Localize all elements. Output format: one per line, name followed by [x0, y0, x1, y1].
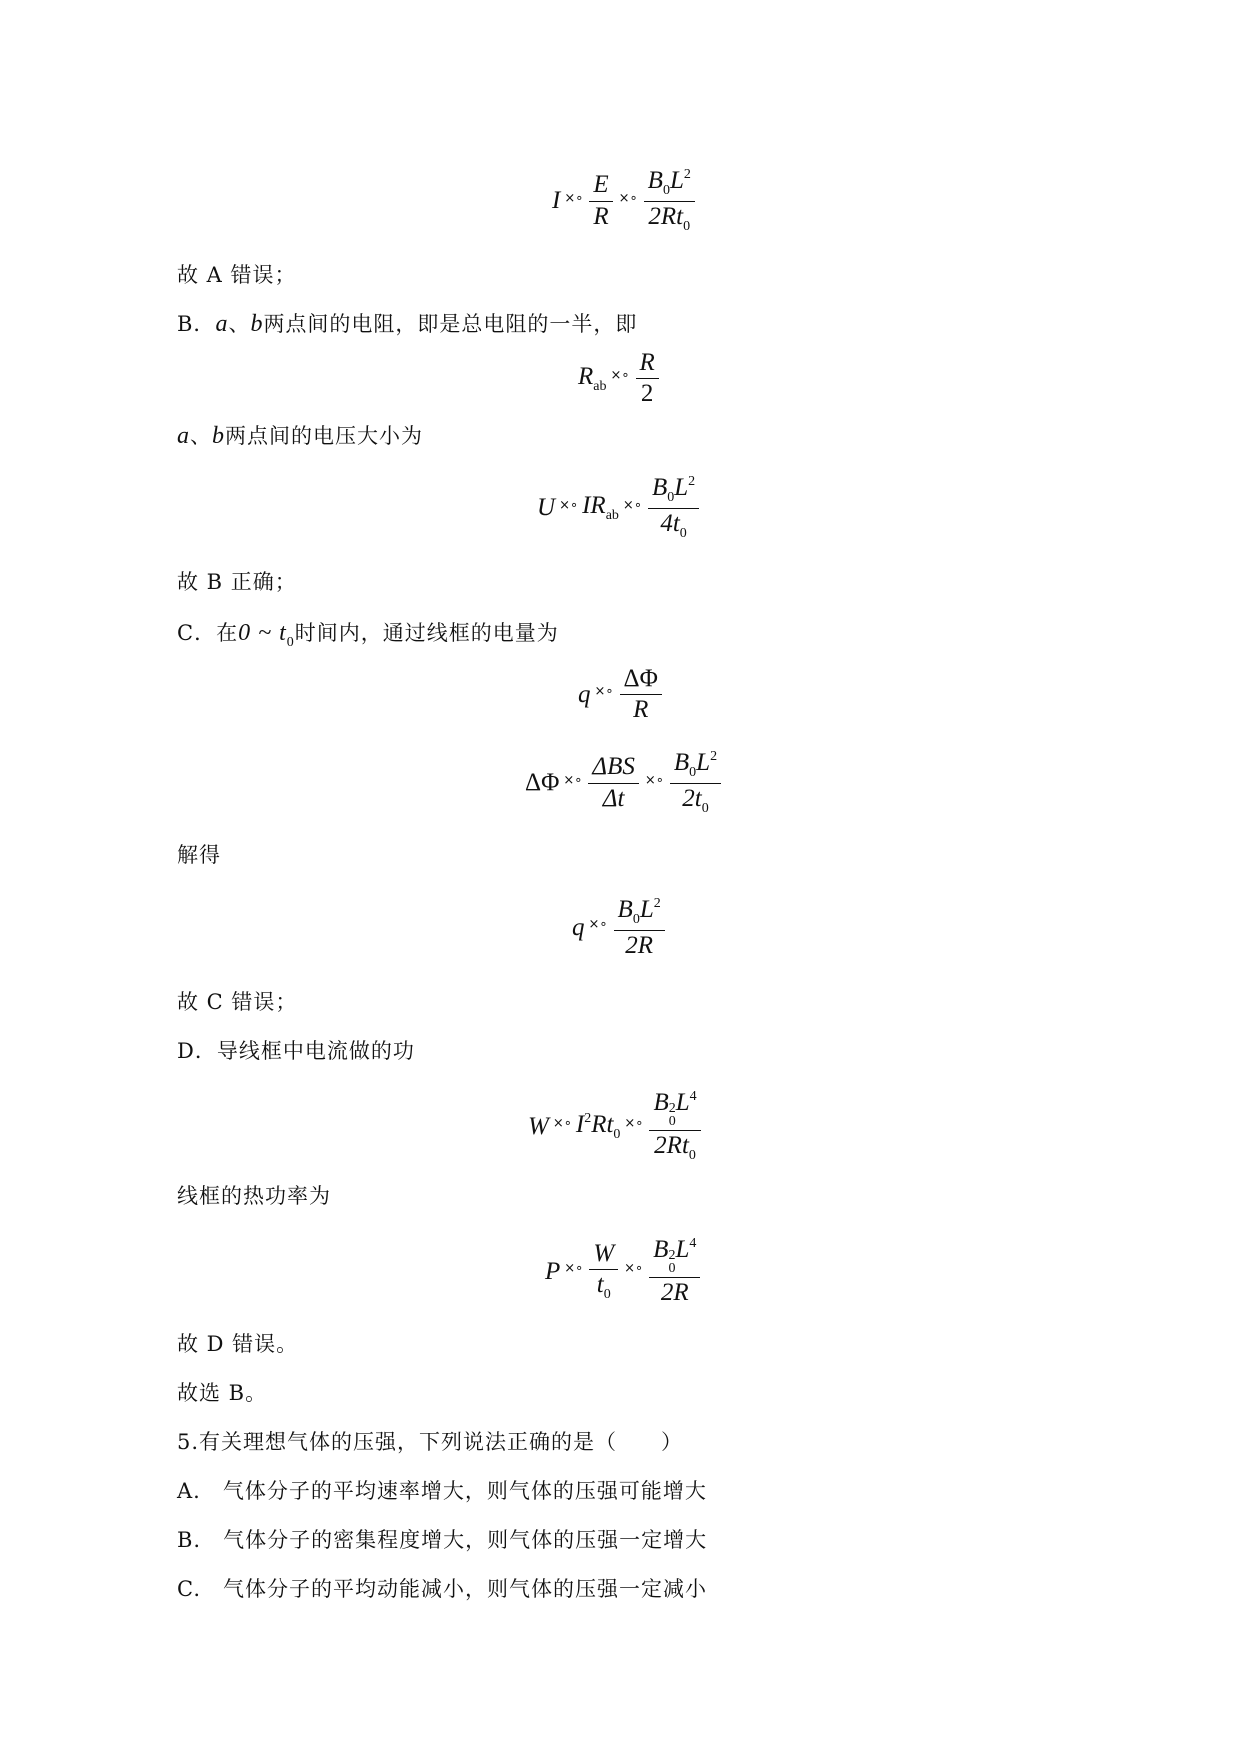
eq-operator: ×∘: [624, 1116, 644, 1132]
eq-operator: ×∘: [564, 190, 584, 206]
text-option-c-charge: C．在0 ~ $t_0$时间内，通过线框的电量为: [177, 620, 559, 650]
eq-operator: ×∘: [563, 772, 583, 788]
question-5-option-b: B. 气体分子的密集程度增大，则气体的压强一定增大: [177, 1528, 708, 1552]
eq-operator: ×∘: [594, 684, 614, 700]
fraction: $\frac{W}{t_0}$: [589, 1241, 618, 1303]
text-final-answer: 故选 B。: [177, 1381, 268, 1405]
text-voltage-intro: a、b两点间的电压大小为: [177, 423, 423, 449]
fraction: $\frac{B_0L^2}{2t_0}$: [670, 750, 721, 816]
fraction: $\frac{B_0L^2}{2Rt_0}$: [644, 168, 695, 234]
question-5-option-a: A. 气体分子的平均速率增大，则气体的压强可能增大: [177, 1479, 707, 1503]
question-5-stem: 5.有关理想气体的压强，下列说法正确的是（ ）: [177, 1430, 684, 1454]
eq-lhs: I: [552, 187, 561, 215]
equation-voltage: U ×∘ $IR_{ab}$ ×∘ $\frac{B_0L^2}{4t_0}$: [537, 475, 701, 541]
eq-operator: ×∘: [588, 917, 608, 933]
fraction: $\frac{\Delta\Phi}{R}$: [620, 666, 662, 724]
eq-operator: ×∘: [622, 497, 642, 513]
fraction: $\frac{B_0L^2}{2R}$: [614, 897, 665, 959]
text-conclusion-b: 故 B 正确；: [177, 570, 297, 594]
fraction: B 2 0 $L^4$ 2R: [649, 1237, 700, 1306]
eq-operator: ×∘: [610, 368, 630, 384]
equation-resistance: $R_{ab}$ ×∘ $\frac{R}{2}$: [578, 350, 661, 408]
text-power-intro: 线框的热功率为: [177, 1184, 331, 1208]
text-conclusion-c: 故 C 错误；: [177, 990, 298, 1014]
fraction: B 2 0 $L^4$ $2Rt_0$: [649, 1090, 700, 1164]
equation-flux: ΔΦ ×∘ $\frac{\text{ΔBS}}{\Delta t}$ ×∘ $\frac{B_0L^2}{2t_0}$: [525, 750, 723, 816]
fraction: $\frac{R}{2}$: [636, 350, 659, 408]
equation-work: W ×∘ $I^2Rt_0$ ×∘ B 2 0 $L^4$ $2Rt_0$: [528, 1090, 703, 1164]
eq-operator: ×∘: [618, 190, 638, 206]
equation-charge-result: q ×∘ $\frac{B_0L^2}{2R}$: [572, 897, 667, 959]
text-conclusion-a: 故 A 错误；: [177, 263, 297, 287]
fraction: $\frac{B_0L^2}{4t_0}$: [648, 475, 699, 541]
eq-operator: ×∘: [552, 1116, 572, 1132]
fraction: $\frac{\text{ΔBS}}{\Delta t}$: [588, 754, 638, 812]
text-conclusion-d: 故 D 错误。: [177, 1332, 299, 1356]
eq-operator: ×∘: [624, 1261, 644, 1277]
question-5-option-c: C. 气体分子的平均动能减小，则气体的压强一定减小: [177, 1577, 707, 1601]
equation-power: P ×∘ $\frac{W}{t_0}$ ×∘ B 2 0 $L^4$ 2R: [545, 1237, 702, 1306]
text-option-b-resistance: B．a、b两点间的电阻，即是总电阻的一半，即: [177, 311, 638, 337]
text-option-d-work: D．导线框中电流做的功: [177, 1039, 415, 1063]
fraction: $\frac{E}{R}$: [589, 172, 612, 230]
eq-operator: ×∘: [644, 772, 664, 788]
equation-current: [552, 168, 697, 234]
eq-operator: ×∘: [564, 1261, 584, 1277]
equation-charge: q ×∘ $\frac{\Delta\Phi}{R}$: [578, 666, 664, 724]
eq-operator: ×∘: [559, 497, 579, 513]
text-solve: 解得: [177, 843, 221, 867]
